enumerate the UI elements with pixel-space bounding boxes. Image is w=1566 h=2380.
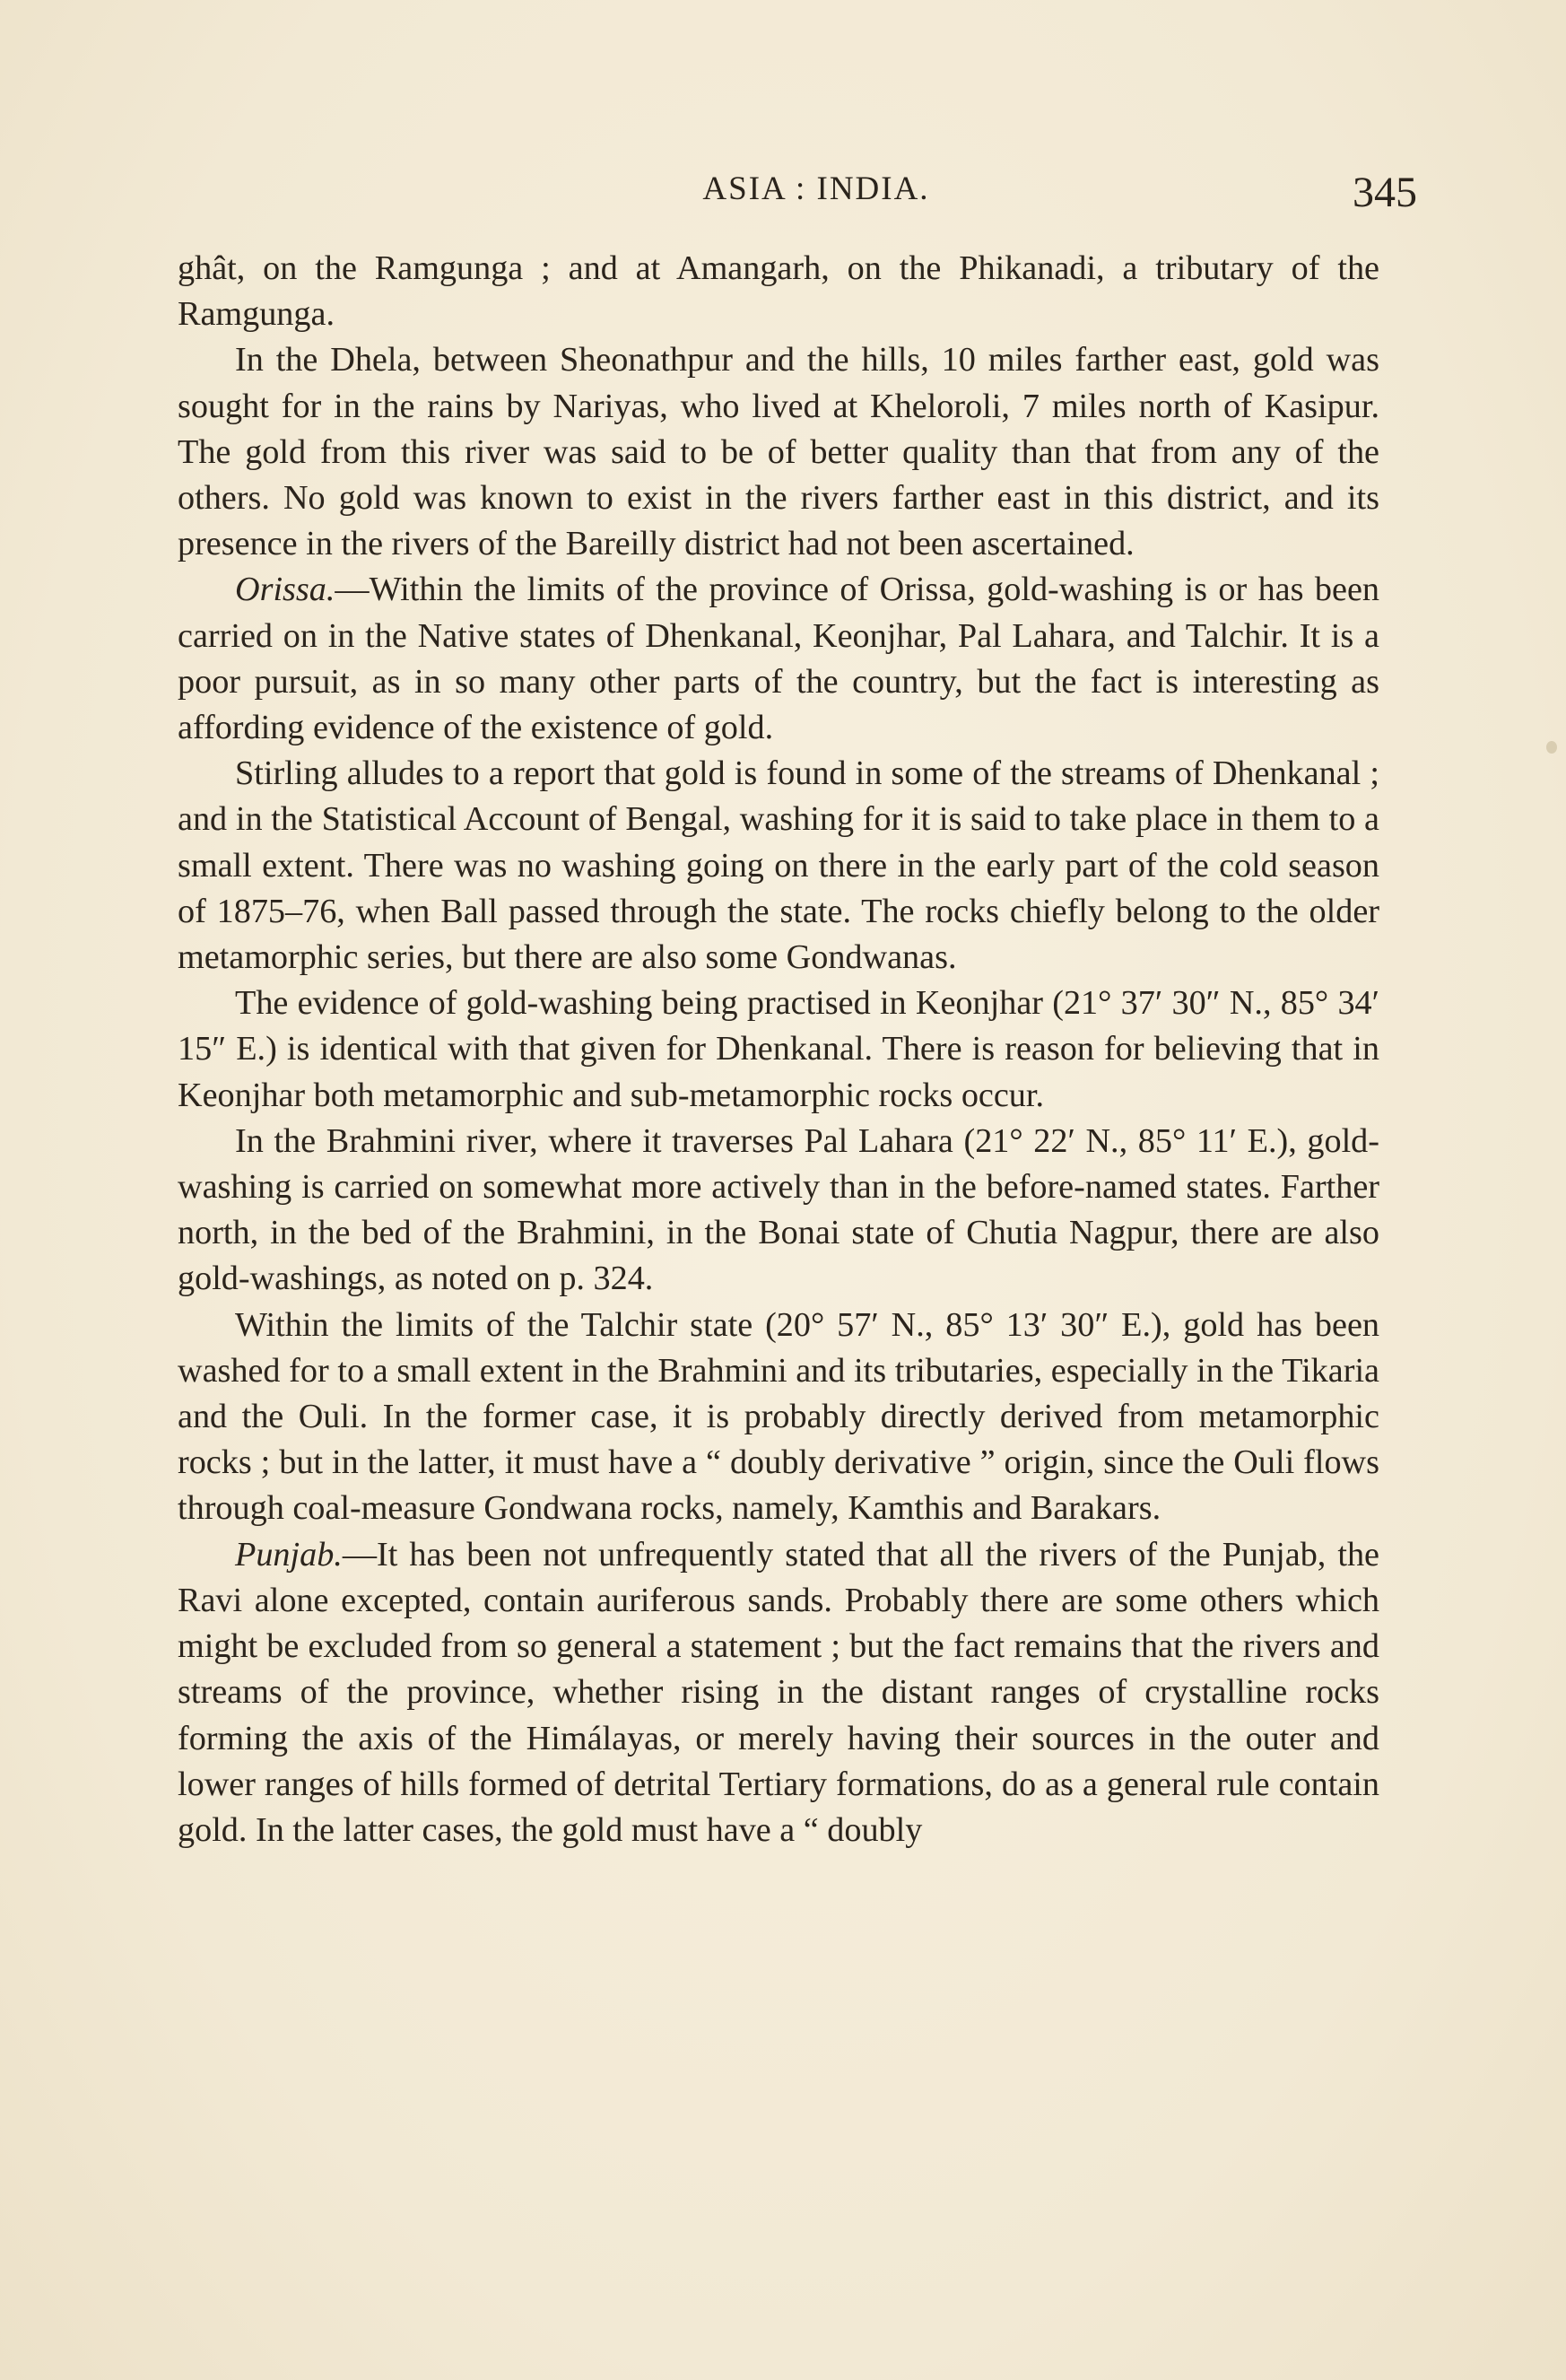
- paragraph-text: —It has been not unfrequently stated that all the rivers of the Punjab, the Ravi alone excepted, contain auriferous sands. Probably there are some others which might be excluded from so general a statement ; but the fact remains that the rivers and streams of the province, whether rising in the distant ranges of crystalline rocks forming the axis of the Himálayas, or merely having their sources in the outer and lower ranges of hills formed of detrital Tertiary formations, do as a general rule contain gold. In the latter cases, the gold must have a “ doubly: [178, 1535, 1379, 1849]
- paper-speck: [1546, 741, 1557, 754]
- running-head: [0, 167, 1566, 221]
- paragraph: [178, 246, 1379, 337]
- paragraph: [178, 1303, 1379, 1532]
- section-heading-orissa: Orissa.: [235, 571, 335, 609]
- paragraph-punjab: [178, 1532, 1379, 1853]
- page-number: 345: [1353, 169, 1417, 216]
- paragraph: [178, 751, 1379, 981]
- paragraph-text: —Within the limits of the province of Orissa, gold-washing is or has been carried on in the Native states of Dhenkanal, Keonjhar, Pal Lahara, and Talchir. It is a poor pursuit, as in so many other parts of the country, but the fact is interesting as affording evidence of the existence of gold.: [178, 571, 1379, 747]
- paragraph-text: ghât, on the Ramgunga ; and at Amangarh, on the Phikanadi, a tributary of the Ramgunga.: [178, 249, 1379, 334]
- paragraph-text: Stirling alludes to a report that gold is found in some of the streams of Dhenkanal ; and in the Statistical Account of Bengal, washing for it is said to take place in them to a small extent. There was no washing going on there in the early part of the cold season of 1875–76, when Ball passed through the state. The rocks chiefly belong to the older metamorphic series, but there are also some Gondwanas.: [178, 754, 1379, 977]
- paragraph: [178, 337, 1379, 567]
- paragraph-text: The evidence of gold-washing being practised in Keonjhar (21° 37′ 30″ N., 85° 34′ 15″ E.) is identical with that given for Dhenkanal. There is reason for believing that in Keonjhar both metamorphic and sub-metamorphic rocks occur.: [178, 984, 1379, 1114]
- paragraph: [178, 981, 1379, 1119]
- paragraph-text: In the Brahmini river, where it traverses Pal Lahara (21° 22′ N., 85° 11′ E.), gold-washing is carried on somewhat more actively than in the before-named states. Farther north, in the bed of the Brahmini, in the Bonai state of Chutia Nagpur, there are also gold-washings, as noted on p. 324.: [178, 1121, 1379, 1298]
- paragraph: [178, 1119, 1379, 1303]
- body-text: [178, 246, 1379, 1853]
- running-title: ASIA : INDIA.: [702, 170, 930, 207]
- paragraph-orissa: [178, 567, 1379, 751]
- paragraph-text: Within the limits of the Talchir state (20° 57′ N., 85° 13′ 30″ E.), gold has been washed for to a small extent in the Brahmini and its tributaries, especially in the Tikaria and the Ouli. In the former case, it is probably directly derived from metamorphic rocks ; but in the latter, it must have a “ doubly derivative ” origin, since the Ouli flows through coal-measure Gondwana rocks, namely, Kamthis and Barakars.: [178, 1305, 1379, 1528]
- paragraph-text: In the Dhela, between Sheonathpur and the hills, 10 miles farther east, gold was sought for in the rains by Nariyas, who lived at Kheloroli, 7 miles north of Kasipur. The gold from this river was said to be of better quality than that from any of the others. No gold was known to exist in the rivers farther east in this district, and its presence in the rivers of the Bareilly district had not been ascertained.: [178, 341, 1379, 563]
- section-heading-punjab: Punjab.: [235, 1535, 343, 1574]
